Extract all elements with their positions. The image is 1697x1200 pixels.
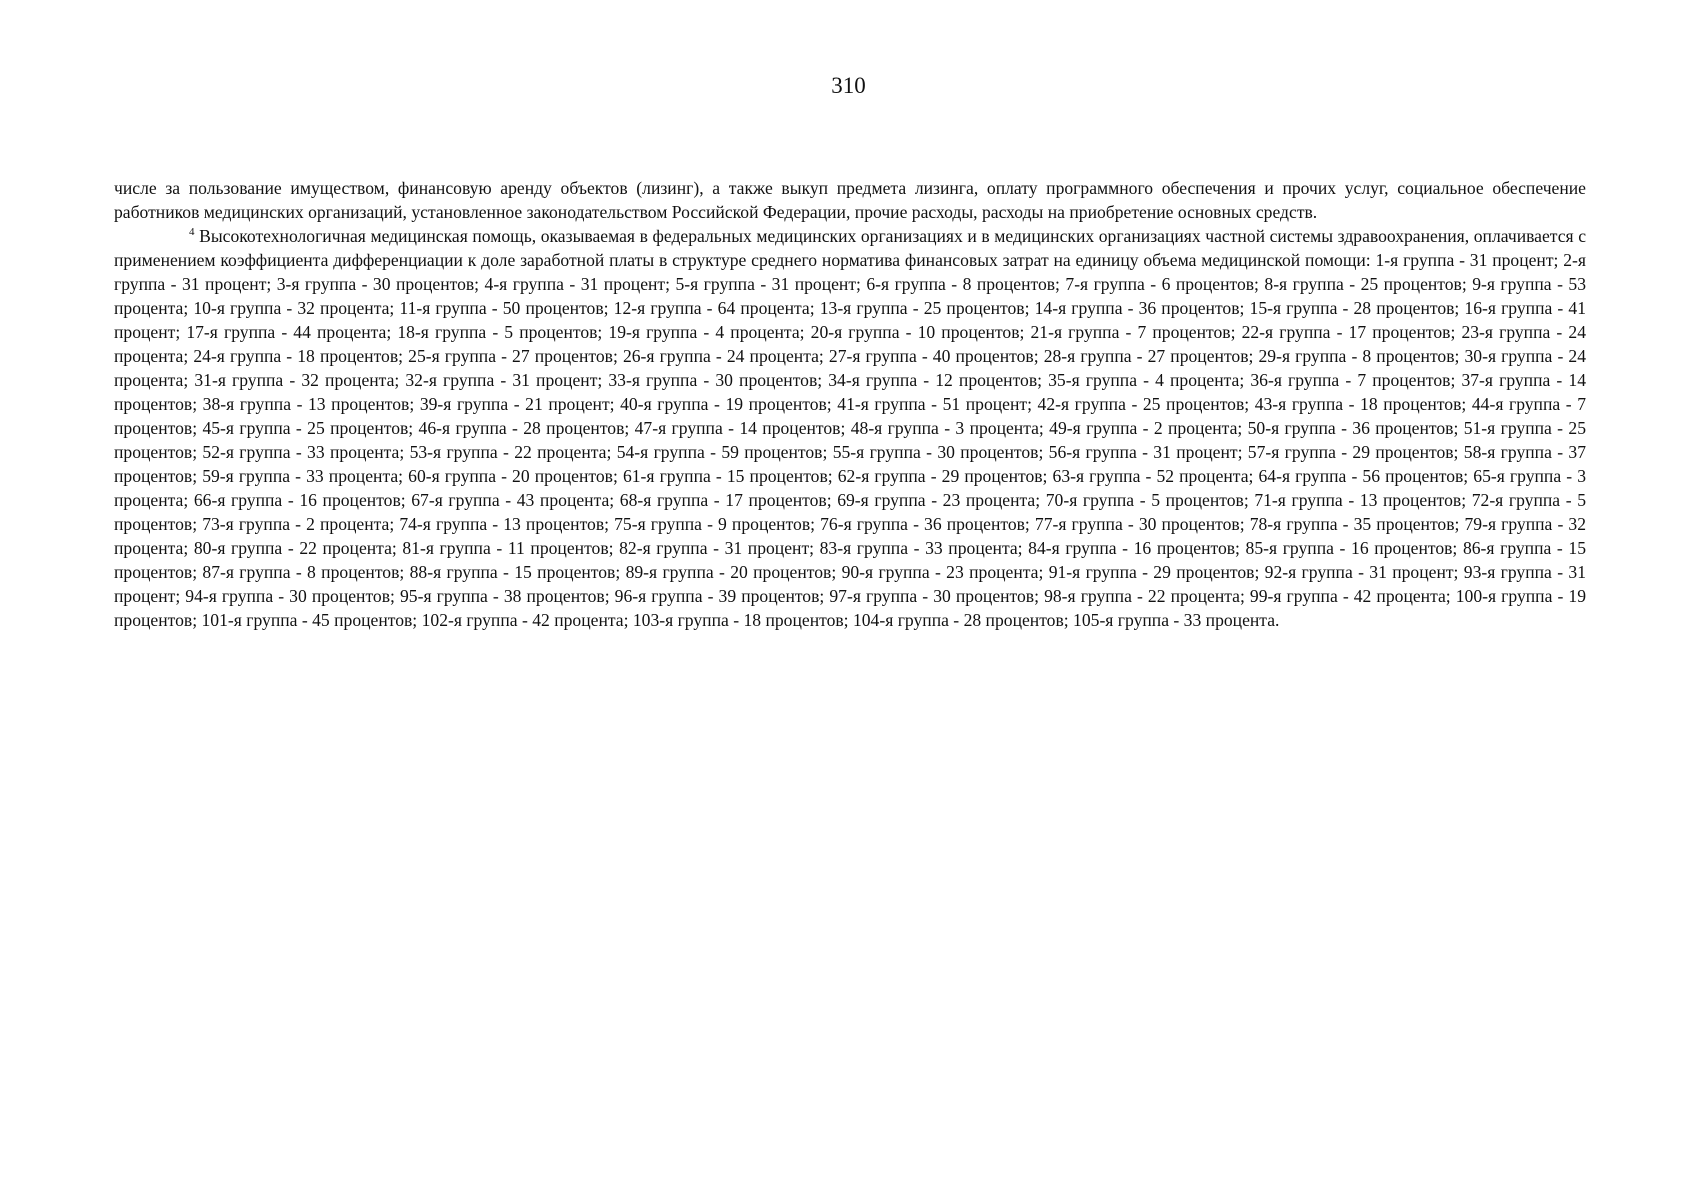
footnote-text: Высокотехнологичная медицинская помощь, оказываемая в федеральных медицинских организациях и в медицинских организациях частной системы здравоохранения, оплачивается с применением коэффициента дифференциации к доле заработной платы в структуре среднего норматива финансовых затрат на единицу объема медицинской помощи: 1-я группа - 31 процент; 2-я группа - 31 процент; 3-я группа - 30 процентов; 4-я группа - 31 процент; 5-я группа - 31 процент; 6-я группа - 8 процентов; 7-я группа - 6 процентов; 8-я группа - 25 процентов; 9-я группа - 53 процента; 10-я группа - 32 процента; 11-я группа - 50 процентов; 12-я группа - 64 процента; 13-я группа - 25 процентов; 14-я группа - 36 процентов; 15-я группа - 28 процентов; 16-я группа - 41 процент; 17-я группа - 44 процента; 18-я группа - 5 процентов; 19-я группа - 4 процента; 20-я группа - 10 процентов; 21-я группа - 7 процентов; 22-я группа - 17 процентов; 23-я группа - 24 процента; 24-я группа - 18 процентов; 25-я группа - 27 процентов; 26-я группа - 24 процента; 27-я группа - 40 процентов; 28-я группа - 27 процентов; 29-я группа - 8 процентов; 30-я группа - 24 процента; 31-я группа - 32 процента; 32-я группа - 31 процент; 33-я группа - 30 процентов; 34-я группа - 12 процентов; 35-я группа - 4 процента; 36-я группа - 7 процентов; 37-я группа - 14 процентов; 38-я группа - 13 процентов; 39-я группа - 21 процент; 40-я группа - 19 процентов; 41-я группа - 51 процент; 42-я группа - 25 процентов; 43-я группа - 18 процентов; 44-я группа - 7 процентов; 45-я группа - 25 процентов; 46-я группа - 28 процентов; 47-я группа - 14 процентов; 48-я группа - 3 процента; 49-я группа - 2 процента; 50-я группа - 36 процентов; 51-я группа - 25 процентов; 52-я группа - 33 процента; 53-я группа - 22 процента; 54-я группа - 59 процентов; 55-я группа - 30 процентов; 56-я группа - 31 процент; 57-я группа - 29 процентов; 58-я группа - 37 процентов; 59-я группа - 33 процента; 60-я группа - 20 процентов; 61-я группа - 15 процентов; 62-я группа - 29 процентов; 63-я группа - 52 процента; 64-я группа - 56 процентов; 65-я группа - 3 процента; 66-я группа - 16 процентов; 67-я группа - 43 процента; 68-я группа - 17 процентов; 69-я группа - 23 процента; 70-я группа - 5 процентов; 71-я группа - 13 процентов; 72-я группа - 5 процентов; 73-я группа - 2 процента; 74-я группа - 13 процентов; 75-я группа - 9 процентов; 76-я группа - 36 процентов; 77-я группа - 30 процентов; 78-я группа - 35 процентов; 79-я группа - 32 процента; 80-я группа - 22 процента; 81-я группа - 11 процентов; 82-я группа - 31 процент; 83-я группа - 33 процента; 84-я группа - 16 процентов; 85-я группа - 16 процентов; 86-я группа - 15 процентов; 87-я группа - 8 процентов; 88-я группа - 15 процентов; 89-я группа - 20 процентов; 90-я группа - 23 процента; 91-я группа - 29 процентов; 92-я группа - 31 процент; 93-я группа - 31 процент; 94-я группа - 30 процентов; 95-я группа - 38 процентов; 96-я группа - 39 процентов; 97-я группа - 30 процентов; 98-я группа - 22 процента; 99-я группа - 42 процента; 100-я группа - 19 процентов; 101-я группа - 45 процентов; 102-я группа - 42 процента; 103-я группа - 18 процентов; 104-я группа - 28 процентов; 105-я группа - 33 процента. xyxy=(114,226,1587,630)
footnote-4 xyxy=(114,224,1586,632)
footnote-mark: 4 xyxy=(189,226,195,239)
continuation-paragraph: числе за пользование имуществом, финансовую аренду объектов (лизинг), а также выкуп предмета лизинга, оплату программного обеспечения и прочих услуг, социальное обеспечение работников медицинских организаций, установленное законодательством Российской Федерации, прочие расходы, расходы на приобретение основных средств. xyxy=(114,178,1586,222)
document-body xyxy=(114,176,1586,632)
page-number: 310 xyxy=(831,73,866,98)
